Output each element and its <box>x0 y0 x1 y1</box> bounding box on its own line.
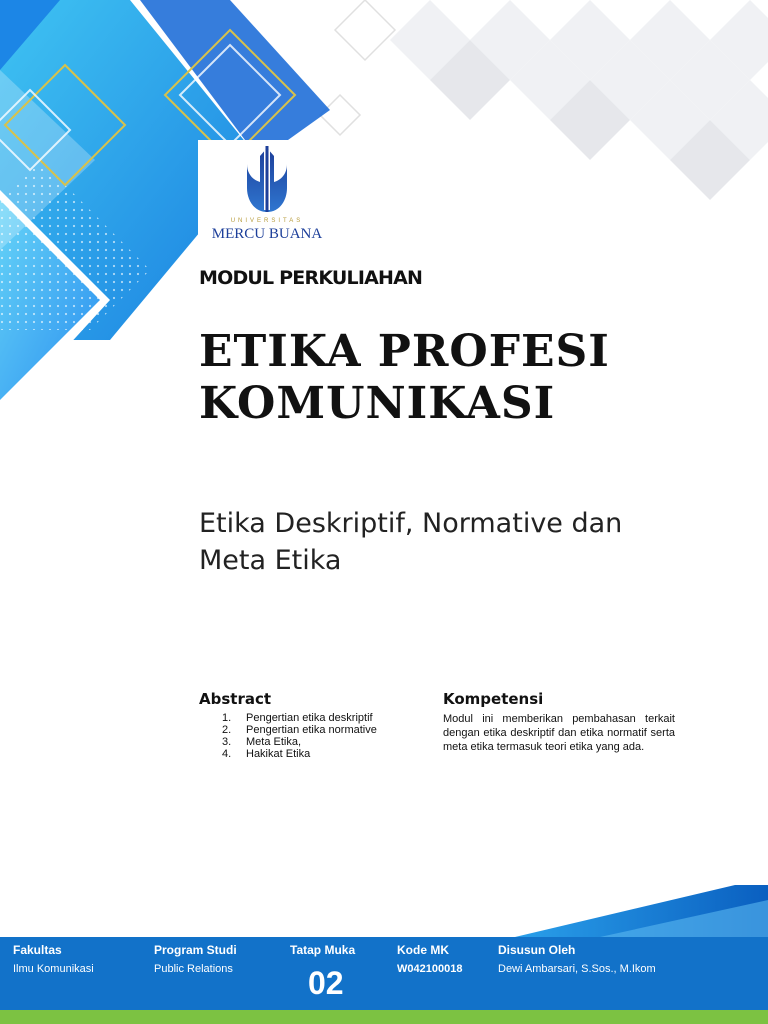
list-item-text: Pengertian etika deskriptif <box>246 712 373 724</box>
module-subtitle-line-1: Etika Deskriptif, Normative dan <box>199 508 623 539</box>
list-item-number: 1. <box>222 712 232 724</box>
list-item-text: Meta Etika, <box>246 736 302 748</box>
course-title <box>199 326 739 430</box>
disusun-oleh-value: Dewi Ambarsari, S.Sos., M.Ikom <box>498 963 656 975</box>
list-item-number: 2. <box>222 724 232 736</box>
abstract-heading: Abstract <box>199 690 272 708</box>
list-item-number: 4. <box>222 748 232 760</box>
program-studi-value: Public Relations <box>154 963 233 975</box>
logo-university-label: UNIVERSITAS <box>230 218 304 224</box>
module-subtitle <box>199 505 719 579</box>
module-subtitle-line-2: Meta Etika <box>199 545 342 576</box>
list-item <box>199 712 409 724</box>
kompetensi-heading: Kompetensi <box>443 690 544 708</box>
abstract-list <box>199 712 409 760</box>
footer-green-stripe <box>0 1010 768 1024</box>
list-item-number: 3. <box>222 736 232 748</box>
course-title-line-1: ETIKA PROFESI <box>199 326 610 377</box>
university-logo <box>198 140 336 250</box>
modul-label: MODUL PERKULIAHAN <box>199 267 423 289</box>
course-title-line-2: KOMUNIKASI <box>199 378 556 429</box>
mercu-buana-emblem-icon <box>198 140 336 220</box>
tatap-muka-value: 02 <box>308 965 344 1001</box>
kompetensi-section <box>443 690 675 754</box>
fakultas-value: Ilmu Komunikasi <box>13 963 94 975</box>
abstract-section <box>199 690 409 760</box>
list-item <box>199 748 409 760</box>
kompetensi-text: Modul ini memberikan pembahasan terkait dengan etika deskriptif dan etika normatif serta meta etika termasuk teori etika yang ada. <box>443 713 675 753</box>
kode-mk-label: Kode MK <box>397 943 449 957</box>
list-item <box>199 724 409 736</box>
list-item <box>199 736 409 748</box>
logo-university-name: MERCU BUANA <box>211 226 323 242</box>
list-item-text: Pengertian etika normative <box>246 724 377 736</box>
disusun-oleh-label: Disusun Oleh <box>498 943 576 957</box>
tatap-muka-label: Tatap Muka <box>290 943 356 957</box>
fakultas-label: Fakultas <box>13 943 62 957</box>
footer-info-bar <box>0 937 768 1010</box>
kode-mk-value: W042100018 <box>397 963 463 975</box>
program-studi-label: Program Studi <box>154 943 237 957</box>
list-item-text: Hakikat Etika <box>246 748 311 760</box>
